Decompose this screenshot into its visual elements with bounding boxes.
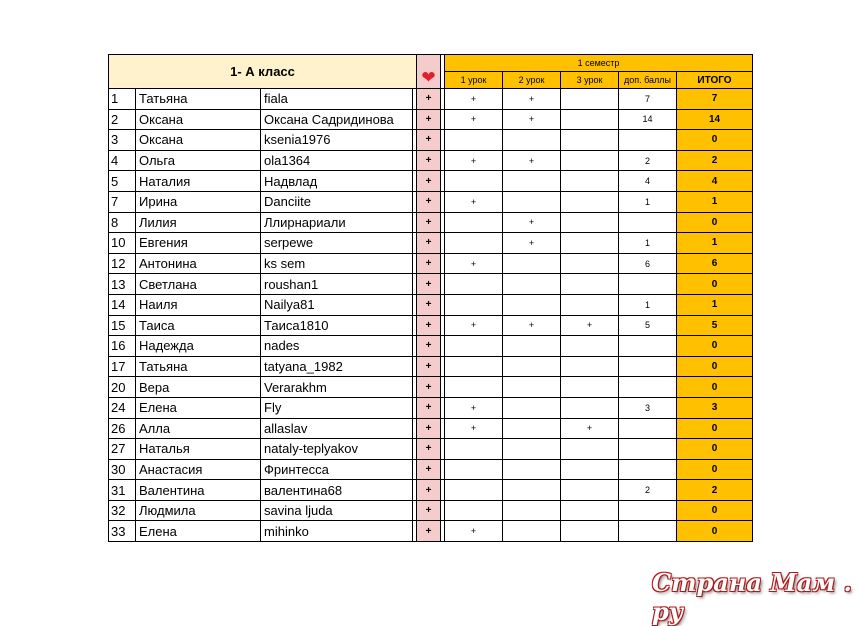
student-name: Валентина — [136, 480, 261, 501]
lesson-1-cell: + — [445, 191, 503, 212]
lesson-2-cell: + — [503, 89, 561, 110]
lesson-3-cell — [561, 397, 619, 418]
student-name: Оксана — [136, 109, 261, 130]
total-cell: 0 — [677, 212, 753, 233]
bonus-cell — [619, 500, 677, 521]
row-number: 10 — [109, 233, 136, 254]
table-row — [109, 233, 753, 254]
student-nick: Таиса1810 — [261, 315, 413, 336]
student-name: Антонина — [136, 253, 261, 274]
lesson-3-cell — [561, 459, 619, 480]
row-number: 14 — [109, 294, 136, 315]
mark-cell: + — [417, 109, 441, 130]
mark-cell: + — [417, 459, 441, 480]
lesson-2-cell — [503, 500, 561, 521]
row-number: 27 — [109, 439, 136, 460]
student-name: Наиля — [136, 294, 261, 315]
lesson-3-cell — [561, 191, 619, 212]
row-number: 16 — [109, 336, 136, 357]
student-name: Людмила — [136, 500, 261, 521]
student-nick: Фринтесса — [261, 459, 413, 480]
student-nick: ks sem — [261, 253, 413, 274]
lesson-3-cell — [561, 480, 619, 501]
lesson-2-cell: + — [503, 109, 561, 130]
bonus-cell: 1 — [619, 191, 677, 212]
lesson-2-cell — [503, 274, 561, 295]
bonus-cell — [619, 418, 677, 439]
lesson-2-cell: + — [503, 315, 561, 336]
lesson-3-cell — [561, 377, 619, 398]
row-number: 4 — [109, 150, 136, 171]
lesson-2-cell — [503, 459, 561, 480]
student-nick: валентина68 — [261, 480, 413, 501]
student-name: Ольга — [136, 150, 261, 171]
table-row — [109, 191, 753, 212]
total-cell: 0 — [677, 500, 753, 521]
total-cell: 0 — [677, 418, 753, 439]
subheader-lesson-1: 1 урок — [445, 72, 503, 89]
row-number: 31 — [109, 480, 136, 501]
row-number: 33 — [109, 521, 136, 542]
total-cell: 0 — [677, 336, 753, 357]
lesson-1-cell: + — [445, 521, 503, 542]
total-cell: 0 — [677, 377, 753, 398]
lesson-2-cell — [503, 171, 561, 192]
header-row-1 — [109, 55, 753, 72]
mark-cell: + — [417, 480, 441, 501]
bonus-cell: 1 — [619, 294, 677, 315]
table-row — [109, 377, 753, 398]
student-name: Наталья — [136, 439, 261, 460]
mark-cell: + — [417, 315, 441, 336]
mark-cell: + — [417, 377, 441, 398]
lesson-2-cell — [503, 356, 561, 377]
student-nick: savina ljuda — [261, 500, 413, 521]
student-name: Светлана — [136, 274, 261, 295]
row-number: 26 — [109, 418, 136, 439]
lesson-1-cell — [445, 439, 503, 460]
row-number: 24 — [109, 397, 136, 418]
lesson-1-cell: + — [445, 150, 503, 171]
lesson-3-cell — [561, 356, 619, 377]
row-number: 30 — [109, 459, 136, 480]
lesson-1-cell — [445, 500, 503, 521]
total-cell: 3 — [677, 397, 753, 418]
student-nick: roushan1 — [261, 274, 413, 295]
subheader-lesson-2: 2 урок — [503, 72, 561, 89]
table-row — [109, 130, 753, 151]
lesson-3-cell — [561, 274, 619, 295]
table-row — [109, 459, 753, 480]
total-cell: 6 — [677, 253, 753, 274]
student-nick: Ллирнариали — [261, 212, 413, 233]
subheader-total: ИТОГО — [677, 72, 753, 89]
lesson-1-cell — [445, 480, 503, 501]
total-cell: 0 — [677, 459, 753, 480]
lesson-1-cell — [445, 233, 503, 254]
lesson-1-cell — [445, 171, 503, 192]
lesson-1-cell — [445, 212, 503, 233]
lesson-3-cell — [561, 253, 619, 274]
mark-cell: + — [417, 336, 441, 357]
lesson-3-cell — [561, 89, 619, 110]
mark-cell: + — [417, 500, 441, 521]
lesson-3-cell — [561, 336, 619, 357]
lesson-2-cell — [503, 521, 561, 542]
student-name: Елена — [136, 397, 261, 418]
student-name: Анастасия — [136, 459, 261, 480]
bonus-cell: 6 — [619, 253, 677, 274]
mark-cell: + — [417, 294, 441, 315]
student-name: Алла — [136, 418, 261, 439]
bonus-cell — [619, 212, 677, 233]
row-number: 1 — [109, 89, 136, 110]
lesson-1-cell — [445, 274, 503, 295]
total-cell: 1 — [677, 294, 753, 315]
mark-cell: + — [417, 212, 441, 233]
lesson-3-cell — [561, 171, 619, 192]
lesson-3-cell — [561, 521, 619, 542]
student-nick: ola1364 — [261, 150, 413, 171]
student-name: Татьяна — [136, 356, 261, 377]
mark-cell: + — [417, 233, 441, 254]
mark-cell: + — [417, 356, 441, 377]
lesson-2-cell — [503, 397, 561, 418]
table-row — [109, 397, 753, 418]
lesson-3-cell — [561, 500, 619, 521]
lesson-2-cell: + — [503, 212, 561, 233]
total-cell: 0 — [677, 521, 753, 542]
table-row — [109, 480, 753, 501]
row-number: 7 — [109, 191, 136, 212]
table-row — [109, 336, 753, 357]
lesson-2-cell — [503, 130, 561, 151]
table-row — [109, 274, 753, 295]
lesson-2-cell — [503, 418, 561, 439]
mark-cell: + — [417, 150, 441, 171]
student-name: Таиса — [136, 315, 261, 336]
student-nick: Оксана Садридинова — [261, 109, 413, 130]
table-row — [109, 171, 753, 192]
row-number: 13 — [109, 274, 136, 295]
total-cell: 0 — [677, 439, 753, 460]
lesson-1-cell: + — [445, 109, 503, 130]
row-number: 5 — [109, 171, 136, 192]
heart-icon: ❤ — [421, 68, 436, 87]
student-nick: fiala — [261, 89, 413, 110]
row-number: 8 — [109, 212, 136, 233]
lesson-1-cell — [445, 459, 503, 480]
lesson-2-cell: + — [503, 233, 561, 254]
mark-cell: + — [417, 521, 441, 542]
student-name: Надежда — [136, 336, 261, 357]
subheader-lesson-3: 3 урок — [561, 72, 619, 89]
student-nick: Danciite — [261, 191, 413, 212]
lesson-2-cell: + — [503, 150, 561, 171]
bonus-cell — [619, 356, 677, 377]
lesson-1-cell — [445, 377, 503, 398]
row-number: 2 — [109, 109, 136, 130]
bonus-cell: 2 — [619, 150, 677, 171]
student-nick: nades — [261, 336, 413, 357]
row-number: 17 — [109, 356, 136, 377]
lesson-3-cell — [561, 294, 619, 315]
total-cell: 7 — [677, 89, 753, 110]
total-cell: 0 — [677, 274, 753, 295]
lesson-1-cell — [445, 336, 503, 357]
mark-cell: + — [417, 397, 441, 418]
student-nick: Надвлад — [261, 171, 413, 192]
total-cell: 0 — [677, 356, 753, 377]
row-number: 12 — [109, 253, 136, 274]
lesson-1-cell — [445, 294, 503, 315]
lesson-2-cell — [503, 336, 561, 357]
bonus-cell: 1 — [619, 233, 677, 254]
table-row — [109, 500, 753, 521]
student-name: Евгения — [136, 233, 261, 254]
mark-cell: + — [417, 89, 441, 110]
mark-cell: + — [417, 191, 441, 212]
lesson-3-cell — [561, 233, 619, 254]
row-number: 15 — [109, 315, 136, 336]
table-row — [109, 212, 753, 233]
bonus-cell — [619, 459, 677, 480]
bonus-cell — [619, 274, 677, 295]
lesson-3-cell: + — [561, 418, 619, 439]
row-number: 20 — [109, 377, 136, 398]
lesson-1-cell: + — [445, 253, 503, 274]
student-nick: Fly — [261, 397, 413, 418]
lesson-2-cell — [503, 480, 561, 501]
subheader-bonus: доп. баллы — [619, 72, 677, 89]
bonus-cell: 5 — [619, 315, 677, 336]
bonus-cell: 14 — [619, 109, 677, 130]
row-number: 32 — [109, 500, 136, 521]
lesson-2-cell — [503, 294, 561, 315]
bonus-cell — [619, 130, 677, 151]
table-row — [109, 89, 753, 110]
lesson-2-cell — [503, 439, 561, 460]
bonus-cell — [619, 521, 677, 542]
student-nick: tatyana_1982 — [261, 356, 413, 377]
student-nick: Verarakhm — [261, 377, 413, 398]
semester-label: 1 семестр — [445, 55, 753, 72]
lesson-2-cell — [503, 191, 561, 212]
bonus-cell — [619, 439, 677, 460]
lesson-1-cell: + — [445, 89, 503, 110]
student-name: Лилия — [136, 212, 261, 233]
heart-cell — [417, 55, 441, 89]
table-row — [109, 521, 753, 542]
lesson-1-cell — [445, 356, 503, 377]
bonus-cell — [619, 377, 677, 398]
lesson-2-cell — [503, 377, 561, 398]
lesson-1-cell: + — [445, 418, 503, 439]
table-row — [109, 150, 753, 171]
student-nick: ksenia1976 — [261, 130, 413, 151]
table-row — [109, 439, 753, 460]
lesson-3-cell: + — [561, 315, 619, 336]
student-name: Татьяна — [136, 89, 261, 110]
total-cell: 2 — [677, 150, 753, 171]
lesson-1-cell — [445, 130, 503, 151]
class-table — [108, 54, 753, 542]
row-number: 3 — [109, 130, 136, 151]
student-name: Елена — [136, 521, 261, 542]
student-name: Оксана — [136, 130, 261, 151]
mark-cell: + — [417, 130, 441, 151]
total-cell: 2 — [677, 480, 753, 501]
total-cell: 5 — [677, 315, 753, 336]
table-row — [109, 294, 753, 315]
lesson-2-cell — [503, 253, 561, 274]
total-cell: 1 — [677, 233, 753, 254]
table-row — [109, 109, 753, 130]
mark-cell: + — [417, 253, 441, 274]
mark-cell: + — [417, 171, 441, 192]
total-cell: 4 — [677, 171, 753, 192]
bonus-cell: 3 — [619, 397, 677, 418]
table-row — [109, 356, 753, 377]
class-title: 1- А класс — [109, 55, 417, 89]
table-row — [109, 418, 753, 439]
student-nick: mihinko — [261, 521, 413, 542]
mark-cell: + — [417, 439, 441, 460]
bonus-cell: 4 — [619, 171, 677, 192]
bonus-cell: 7 — [619, 89, 677, 110]
student-nick: allaslav — [261, 418, 413, 439]
mark-cell: + — [417, 274, 441, 295]
student-name: Вера — [136, 377, 261, 398]
student-nick: serpewe — [261, 233, 413, 254]
student-nick: nataly-teplyakov — [261, 439, 413, 460]
student-name: Ирина — [136, 191, 261, 212]
lesson-1-cell: + — [445, 397, 503, 418]
bonus-cell — [619, 336, 677, 357]
lesson-3-cell — [561, 130, 619, 151]
site-watermark: Страна Мам . ру — [652, 568, 852, 626]
total-cell: 14 — [677, 109, 753, 130]
lesson-3-cell — [561, 439, 619, 460]
mark-cell: + — [417, 418, 441, 439]
table-row — [109, 315, 753, 336]
table-row — [109, 253, 753, 274]
lesson-1-cell: + — [445, 315, 503, 336]
bonus-cell: 2 — [619, 480, 677, 501]
lesson-3-cell — [561, 212, 619, 233]
lesson-3-cell — [561, 150, 619, 171]
student-name: Наталия — [136, 171, 261, 192]
lesson-3-cell — [561, 109, 619, 130]
student-nick: Nailya81 — [261, 294, 413, 315]
total-cell: 0 — [677, 130, 753, 151]
total-cell: 1 — [677, 191, 753, 212]
